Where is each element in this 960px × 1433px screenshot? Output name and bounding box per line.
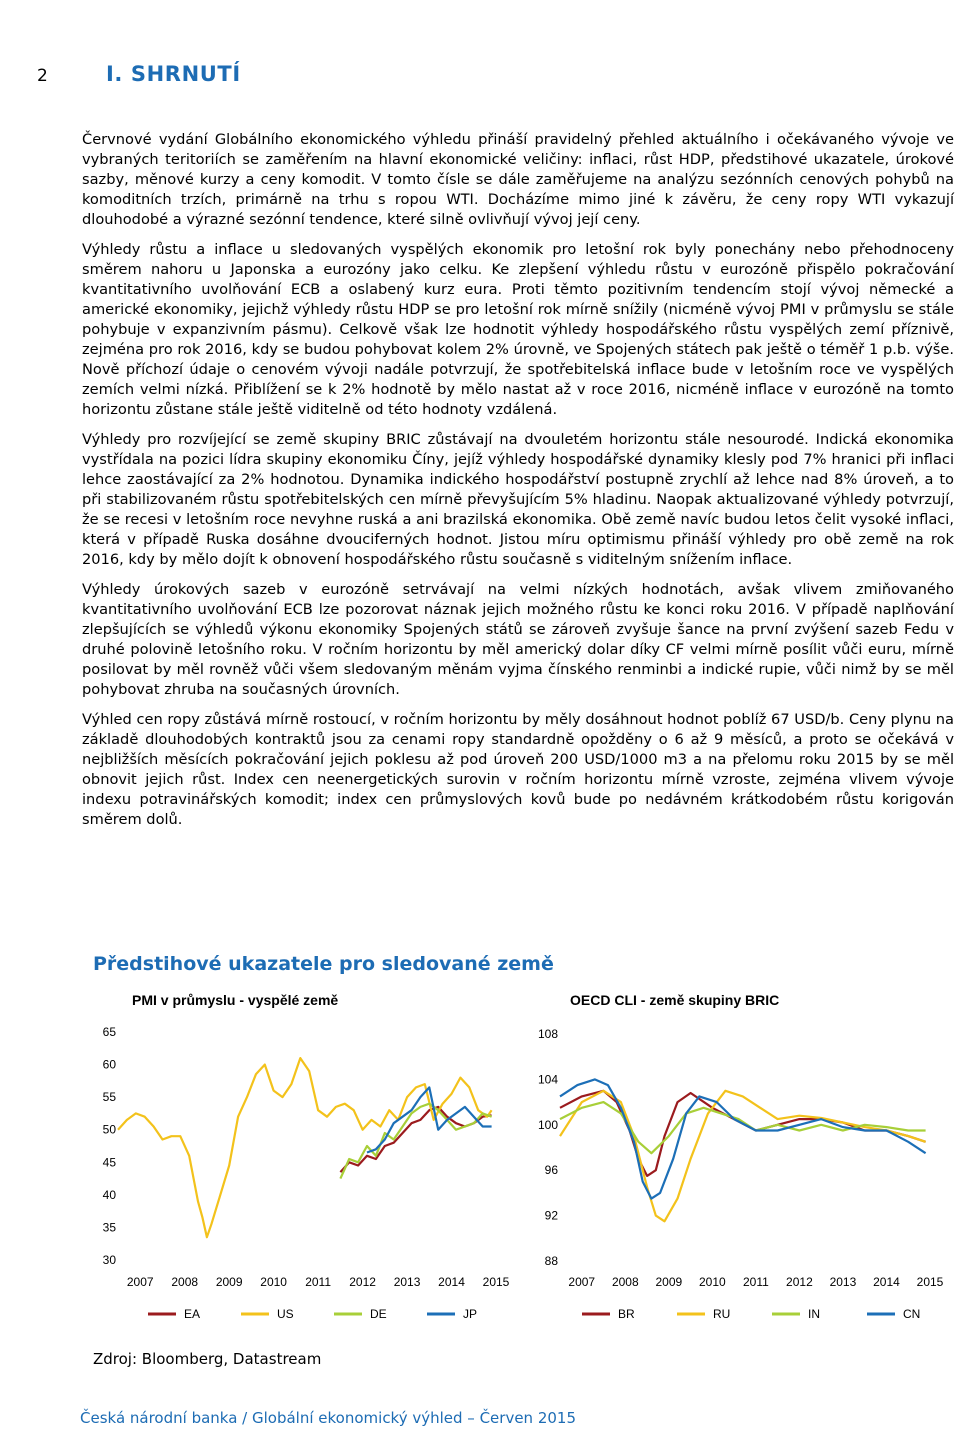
x-tick-label: 2014	[438, 1275, 465, 1289]
x-tick-label: 2010	[260, 1275, 287, 1289]
y-tick-label: 100	[537, 1117, 558, 1132]
chart-title: PMI v průmyslu - vyspělé země	[132, 992, 339, 1008]
page-number: 2	[37, 66, 48, 86]
series-line-br	[560, 1091, 926, 1176]
x-tick-label: 2013	[829, 1275, 857, 1289]
y-tick-label: 40	[102, 1187, 116, 1202]
series-line-de	[340, 1104, 491, 1179]
chart-oecd-cli-svg	[530, 985, 950, 1330]
charts-section-title: Předstihové ukazatele pro sledované země	[93, 953, 554, 975]
paragraph-1: Červnové vydání Globálního ekonomického výhledu přináší pravidelný přehled aktuálního i očekávaného vývoje ve vybraných teritoriích se zaměřením na hlavní ekonomické veličiny: inflaci, růst HDP, předstihové ukazatele, úrokové sazby, měnové kurzy a ceny komodit. V tomto čísle se dále zaměřujeme na analýzu sezónních cenových pohybů na komoditních trzích, primárně na trhu s ropou WTI. Docházíme mimo jiné k závěru, že ceny ropy WTI vykazují dlouhodobé a výrazné sezónní tendence, které silně ovlivňují vývoj její ceny.	[82, 131, 954, 228]
y-tick-label: 65	[102, 1025, 116, 1039]
y-tick-label: 108	[537, 1027, 558, 1041]
legend-label-in: IN	[808, 1307, 820, 1321]
paragraph-3: Výhledy pro rozvíjející se země skupiny BRIC zůstávají na dvouletém horizontu stále nesourodé. Indická ekonomika vystřídala na pozici lídra skupiny ekonomiku Číny, jejíž výhledy hospodářské dynamiky klesly pod 7% hranici při inflaci lehce zaostávající za 2% hodnotou. Dynamika indického hospodářství postupně zrychlí až lehce nad 8% úroveň, a to při stabilizovaném růstu spotřebitelských cen mírně převyšujícím 5% hladinu. Naopak aktualizované výhledy potvrzují, že se recesi v letošním roce nevyhne ruská a ani brazilská ekonomika. Obě země navíc budou letos čelit vysoké inflaci, která v případě Ruska dosáhne dvouciferných hodnot. Jistou míru optimismu přináší výhledy pro obě země na rok 2016, kdy by mělo dojít k obnovení hospodářského růstu současně s viditelným snížením inflace.	[82, 431, 954, 568]
legend-label-ru: RU	[713, 1307, 731, 1321]
summary-text	[82, 130, 954, 840]
chart-pmi	[90, 985, 510, 1334]
legend-label-jp: JP	[463, 1307, 478, 1321]
x-tick-label: 2012	[349, 1275, 376, 1289]
y-tick-label: 50	[102, 1122, 116, 1137]
x-tick-label: 2013	[393, 1275, 421, 1289]
series-line-ea	[340, 1107, 491, 1172]
y-tick-label: 45	[102, 1155, 116, 1170]
paragraph-4: Výhledy úrokových sazeb v eurozóně setrvávají na velmi nízkých hodnotách, avšak vlivem zmiňovaného kvantitativního uvolňování ECB lze pozorovat náznak jejich možného růstu ke konci roku 2016. V případě naplňování zlepšujících se výhledů výkonu ekonomiky Spojených států se zároveň zvyšuje šance na první zvýšení sazeb Fedu v druhé polovině letošního roku. V ročním horizontu by měl americký dolar díky CF velmi mírně posílit vůči euru, mírně posilovat by měl rovněž vůči všem sledovaným měnám vyjma čínského renminbi a indické rupie, vůči nimž by se měl pohybovat zhruba na současných úrovních.	[82, 581, 954, 698]
y-tick-label: 60	[102, 1057, 116, 1072]
x-tick-label: 2015	[916, 1275, 944, 1289]
y-tick-label: 55	[102, 1090, 116, 1105]
y-tick-label: 30	[102, 1253, 116, 1267]
x-tick-label: 2009	[655, 1275, 683, 1289]
x-tick-label: 2007	[126, 1275, 154, 1289]
section-title: I. SHRNUTÍ	[106, 62, 241, 86]
x-tick-label: 2015	[482, 1275, 510, 1289]
x-tick-label: 2011	[742, 1275, 769, 1289]
y-tick-label: 88	[544, 1254, 558, 1268]
legend-label-br: BR	[618, 1307, 635, 1321]
x-tick-label: 2012	[786, 1275, 813, 1289]
y-tick-label: 104	[537, 1072, 558, 1087]
chart-title: OECD CLI - země skupiny BRIC	[570, 992, 780, 1008]
y-tick-label: 35	[102, 1220, 116, 1235]
legend-label-ea: EA	[184, 1307, 201, 1321]
x-tick-label: 2009	[215, 1275, 243, 1289]
x-tick-label: 2008	[611, 1275, 639, 1289]
page-footer: Česká národní banka / Globální ekonomický výhled – Červen 2015	[80, 1409, 576, 1427]
x-tick-label: 2011	[305, 1275, 332, 1289]
x-tick-label: 2008	[171, 1275, 199, 1289]
legend-label-cn: CN	[903, 1307, 921, 1321]
x-tick-label: 2007	[568, 1275, 596, 1289]
y-tick-label: 92	[544, 1208, 558, 1223]
paragraph-2: Výhledy růstu a inflace u sledovaných vyspělých ekonomik pro letošní rok byly ponechány nebo přehodnoceny směrem nahoru u Japonska a eurozóny jako celku. Ke zlepšení výhledu růstu v eurozóně přispělo pokračování kvantitativního uvolňování ECB a oslabený kurz eura. Proti těmto pozitivním tendencím stojí vývoj německé a americké ekonomiky, jejichž výhledy růstu HDP se pro letošní rok mírně snížily (nicméně vývoj PMI v průmyslu se stále pohybuje v expanzivním pásmu). Celkově však lze hodnotit výhledy hospodářského růstu vyspělých zemí příznivě, zejména pro rok 2016, kdy se budou pohybovat kolem 2% úrovně, ve Spojených státech pak ještě o téměř 1 p.b. výše. Nově příchozí údaje o cenovém vývoji nadále potvrzují, že spotřebitelská inflace bude v letošním roce ve vyspělých zemích velmi nízká. Přiblížení se k 2% hodnotě by mělo nastat až v roce 2016, nicméně inflace v eurozóně na tomto horizontu zůstane stále ještě viditelně od této hodnoty vzdálená.	[82, 241, 954, 418]
x-tick-label: 2014	[873, 1275, 900, 1289]
source-note: Zdroj: Bloomberg, Datastream	[93, 1350, 322, 1368]
legend-label-us: US	[277, 1307, 294, 1321]
chart-oecd-cli	[530, 985, 950, 1334]
series-line-us	[118, 1058, 492, 1237]
y-tick-label: 96	[544, 1163, 558, 1178]
paragraph-5: Výhled cen ropy zůstává mírně rostoucí, v ročním horizontu by měly dosáhnout hodnot poblíž 67 USD/b. Ceny plynu na základě dlouhodobých kontraktů jsou za cenami ropy standardně opožděny o 6 až 9 měsíců, a proto se očekává v nejbližších měsících pokračování jejich poklesu až pod úroveň 200 USD/1000 m3 a na přelomu roku 2015 by se měl obnovit jejich růst. Index cen neenergetických surovin v ročním horizontu mírně vzroste, zejména vlivem vývoje indexu potravinářských komodit; index cen průmyslových kovů bude po nedávném krátkodobém růstu korigován směrem dolů.	[82, 711, 954, 828]
legend-label-de: DE	[370, 1307, 387, 1321]
chart-pmi-svg	[90, 985, 510, 1330]
x-tick-label: 2010	[699, 1275, 726, 1289]
